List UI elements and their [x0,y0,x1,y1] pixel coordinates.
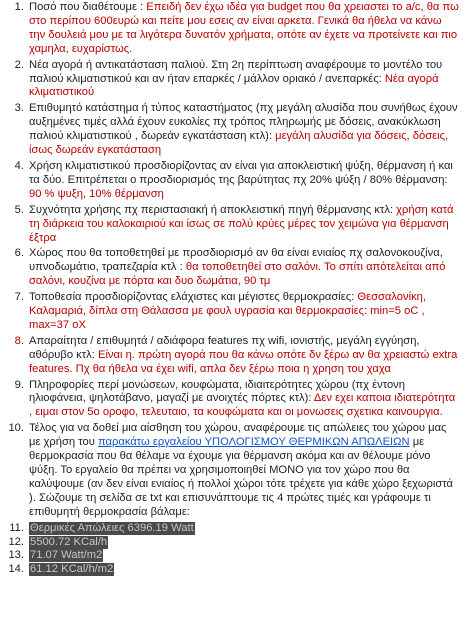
item-number: 10. [8,422,24,435]
result-item-kcal-m2 [6,563,460,577]
question-text: Τοποθεσία προσδιορίζοντας ελάχιστες και μέγιστες θερμοκρασίες: [29,291,358,304]
list-item-5 [6,204,460,246]
item-number: 6. [14,247,24,260]
list-item-2 [6,59,460,101]
question-text: Χρήση κλιματιστικού προσδιορίζοντας αν είναι για αποκλειστική ψύξη, θέρμανση ή και τα δύο. Επιτρέπεται ο προσδιορισμός της βαρύτητας πχ 20% ψύξη / 80% θέρμανση: [29,159,453,186]
item-number: 2. [14,58,24,71]
question-text: Νέα αγορά ή αντικατάσταση παλιού. Στη 2η περίπτωση αναφέρουμε το μοντέλο του παλιού κλιματιστικού και αν ήταν επαρκές / μάλλον οριακό / ανεπαρκές: [29,58,443,85]
question-text: Τέλος για να δοθεί μια αίσθηση του χώρου, αναφέρουμε τις απώλειες του χώρου μας με χρήση του [29,422,447,449]
item-number: 14. [8,563,24,576]
question-text: Πληροφορίες περί μονώσεων, κουφώματα, ιδιαιτερότητες χώρου (πχ έντονη ηλιοφάνεια, ψηλοτάβανο, μαγαζί με ανοιχτές πόρτες κτλ): [29,378,405,405]
question-text: Χώρος που θα τοποθετηθεί με προσδιορισμό αν θα είναι ενιαίος πχ σαλονοκουζίνα, υπνοδωμάτιο, τραπεζαρία κτλ : [29,247,443,274]
question-text: Απαραίτητα / επιθυμητά / αδιάφορα features πχ wifi, ιονιστής, μεγάλη εγγύηση, αθόρυβο κτλ: [29,334,420,361]
result-item-heat-loss [6,522,460,536]
list-item-10 [6,422,460,519]
question-text: Συχνότητα χρήσης πχ περιστασιακή ή αποκλειστική πηγή θέρμανσης κτλ: [29,203,397,216]
question-text: Ποσό που διαθέτουμε : [29,1,147,13]
list-item-4 [6,160,460,202]
answer-text: Νέα αγορά κλιματιστικού [29,72,439,99]
result-value: 71.07 Watt/m2 [30,549,103,562]
question-text: Επιθυμητό κατάστημα ή τύπος καταστήματος (πχ μεγάλη αλυσίδα που συνήθως έχουν αυξημένες τιμές αλλά έχουν ευκολίες πχ τρόπος πληρωμής με δόσεις, ανακύκλωση παλιού κλιματιστικού , δωρεάν εγκατάσταση κτλ): [29,102,458,143]
answer-text: Είναι η. πρώτη αγορά που θα κάνω οπότε δν ξέρω αν θα χρειαστώ extra features. Πχ θα ήθελα να έχει wifi, απλα δεν ξέρω ποια η χρηση του χαχα [29,348,458,375]
list-item-6 [6,247,460,289]
item-number: 3. [14,102,24,115]
result-item-kcal [6,536,460,550]
item-number: 8. [14,334,24,347]
list-item-7 [6,291,460,333]
questionnaire-list [6,1,460,577]
list-item-3 [6,102,460,158]
answer-text: χρήση κατά τη διάρκεια του καλοκαιριού και ίσως σε πολύ κρύες μέρες τον χειμώνα για θέρμανση έξτρα [29,203,454,244]
result-item-watt-m2 [6,549,460,563]
list-item-9 [6,379,460,421]
item-number: 9. [14,378,24,391]
result-value: 61.12 KCal/h/m2 [30,563,114,576]
item-number: 13. [8,549,24,562]
item-number: 1. [14,1,24,13]
question-text-continued: με θερμοκρασία που θα θέλαμε να έχουμε για θέρμανση ακόμα και αν θέλουμε μόνο ψύξη. Το εργαλείο θα πρέπει να χρησιμοποιηθεί ΜΟΝΟ για τον χώρο που θα καλύψουμε (αν δεν είναι ενιαίος ή πολλοί χώροι τότε τρέχετε για κάθε χώρο ξεχωριστά ). Σώζουμε τη σελίδα σε txt και επισυνάπτουμε τις 4 πρώτες τιμές και γράφουμε τι επιθυμητή θερμοκρασία βάλαμε: [29,436,453,518]
answer-text: 90 % ψυξη, 10% θέρμανση [29,187,164,200]
heat-loss-tool-link[interactable]: παρακάτω εργαλείου ΥΠΟΛΟΓΙΣΜΟΥ ΘΕΡΜΙΚΩΝ ΑΠΩΛΕΙΩΝ [97,436,410,449]
answer-text: Επειδή δεν έχω ιδέα για budget που θα χρειαστει το a/c, θα πω στο περίπου 600ευρώ και πείτε μου εσεις αν είναι αρκετα. Γενικά θα ήθελα να κάνω την δουλειά μου με τα λιγότερα δυνατόν χρήματα, οπότε αν έχετε να προτείνετε και πιο χαμηλα, ευχαρίστως. [29,1,459,55]
list-item-8 [6,335,460,377]
item-number: 11. [9,521,24,534]
result-value: Θερμικές Απώλειες 6396.19 Watt [30,521,194,534]
item-number: 5. [14,203,24,216]
list-item-1 [6,1,460,57]
item-number: 7. [14,291,24,304]
result-value: 5500.72 KCal/h [30,535,108,548]
answer-text: μεγάλη αλυσίδα για δόσεις, δόσεις, ίσως δωρεάν εγκατάσταση [29,130,449,157]
answer-text: Δεν εχει καποια ιδιατερότητα , ειμαι στον 5ο οροφο, τελευταιο, τα κουφώματα και οι μονωσεις σχετικα καινουργια. [29,392,456,419]
item-number: 12. [8,535,24,548]
answer-text: Θεσσαλονίκη, Καλαμαριά, δίπλα στη Θάλασσα με φουλ υγρασία και θερμοκρασίες: min=5 oC , max=37 oX [29,291,427,331]
answer-text: θα τοποθετηθεί στο σαλόνι. Το σπίτι απότελείται από σαλόνι, κουζίνα με πόρτα και δυο δωμάτια, 90 τμ [29,261,446,288]
item-number: 4. [14,159,24,172]
